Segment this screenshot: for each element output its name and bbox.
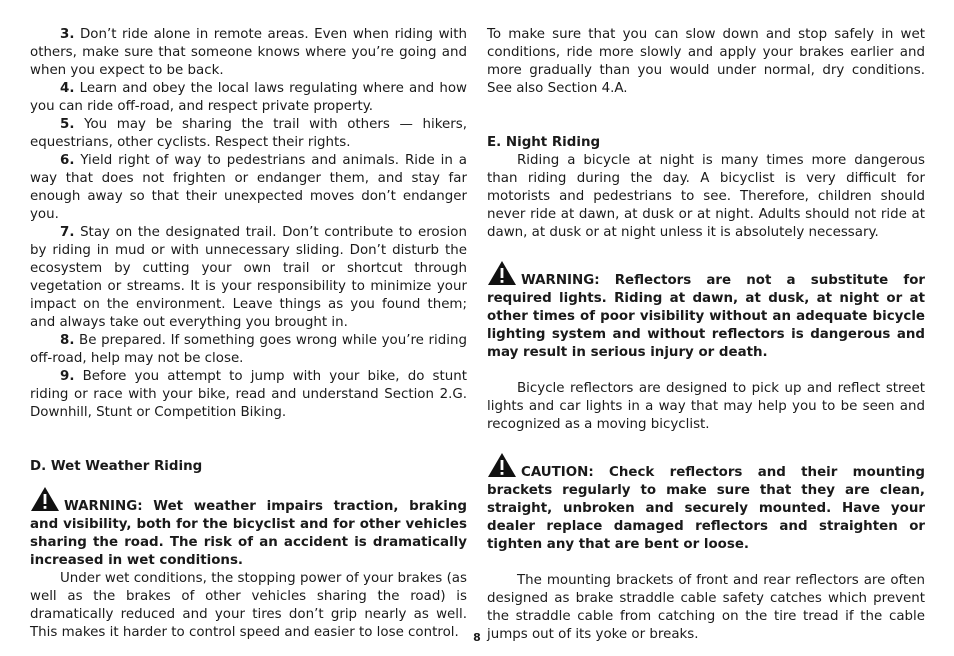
warning-d: WARNING: Wet weather impairs traction, braking and visibility, both for the bicyclist and for other vehicles sharing the road. The risk of an accident is dramatically increased in wet conditions. — [30, 486, 467, 570]
bracket-paragraph: The mounting brackets of front and rear reflectors are often designed as brake straddle cable safety catches which prevent the straddle cable from catching on the tire tread if the cable jumps out of its yoke or breaks. — [487, 573, 925, 642]
section-e-heading: E. Night Riding — [487, 135, 601, 150]
list-item: 3. Don’t ride alone in remote areas. Even when riding with others, make sure that someone knows where you’re going and when you expect to be back. — [30, 27, 467, 78]
caution: CAUTION: Check reflectors and their mounting brackets regularly to make sure that they are clean, straight, unbroken and securely mounted. Have your dealer replace damaged reflectors and straighten or tighten any that are bent or loose. — [487, 452, 925, 554]
right-column — [487, 26, 925, 644]
list-item: 7. Stay on the designated trail. Don’t contribute to erosion by riding in mud or with unnecessary sliding. Don’t disturb the ecosystem by cutting your own trail or shortcut through vegetation or streams. It is your responsibility to minimize your impact on the environment. Leave things as you found them; and always take out everything you brought in. — [30, 225, 467, 330]
list-item: 5. You may be sharing the trail with others — hikers, equestrians, other cyclists. Respect their rights. — [30, 117, 467, 150]
warning-triangle-icon — [487, 260, 517, 286]
warning-triangle-icon — [487, 452, 517, 478]
night-riding-paragraph: Riding a bicycle at night is many times more dangerous than riding during the day. A bicyclist is very difficult for motorists and pedestrians to see. Therefore, children should never ride at dawn, at dusk or at night. Adults should not ride at dawn, at dusk or at night unless it is absolutely necessary. — [487, 153, 925, 240]
left-column — [30, 26, 467, 642]
wet-weather-continued: To make sure that you can slow down and stop safely in wet conditions, ride more slowly and apply your brakes earlier and more gradually than you would under normal, dry conditions. See also Section 4.A. — [487, 27, 925, 96]
reflector-paragraph: Bicycle reflectors are designed to pick up and reflect street lights and car lights in a way that may help you to be seen and recognized as a moving bicyclist. — [487, 381, 925, 432]
warning-triangle-icon — [30, 486, 60, 512]
section-d-heading: D. Wet Weather Riding — [30, 459, 203, 474]
page-number: 8 — [473, 631, 481, 644]
list-item: 4. Learn and obey the local laws regulating where and how you can ride off-road, and respect private property. — [30, 81, 467, 114]
list-item: 9. Before you attempt to jump with your bike, do stunt riding or race with your bike, read and understand Section 2.G. Downhill, Stunt or Competition Biking. — [30, 369, 468, 420]
warning-e: WARNING: Reflectors are not a substitute for required lights. Riding at dawn, at dusk, at night or at other times of poor visibility without an adequate bicycle lighting system and without reflectors is dangerous and may result in serious injury or death. — [487, 260, 925, 362]
list-item: 8. Be prepared. If something goes wrong while you’re riding off-road, help may not be close. — [30, 333, 467, 366]
wet-weather-paragraph: Under wet conditions, the stopping power of your brakes (as well as the brakes of other vehicles sharing the road) is dramatically reduced and your tires don’t grip nearly as well. This makes it harder to control speed and easier to lose control. — [30, 571, 467, 640]
list-item: 6. Yield right of way to pedestrians and animals. Ride in a way that does not frighten or endanger them, and stay far enough away so that their unexpected moves don’t endanger you. — [30, 153, 467, 222]
